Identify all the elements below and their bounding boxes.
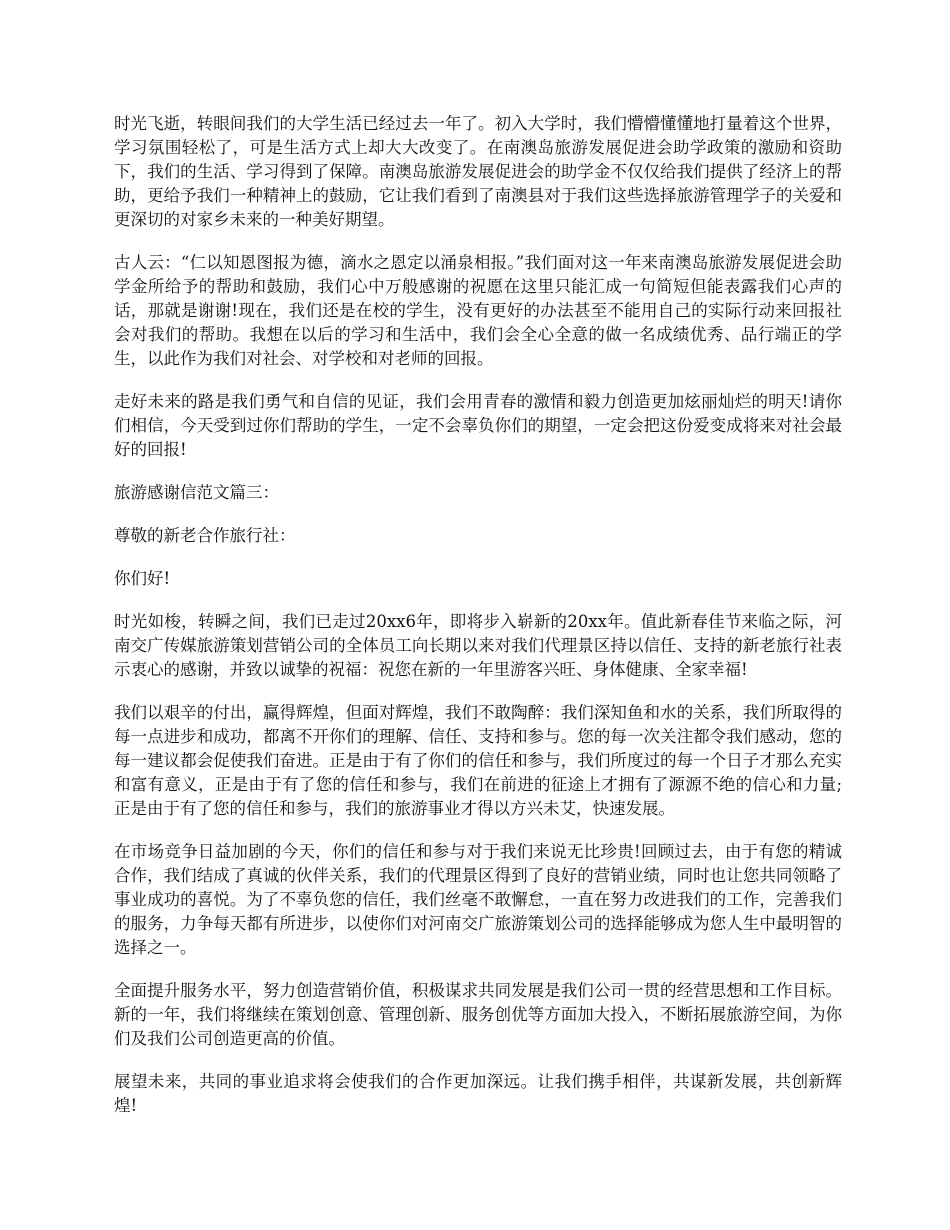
paragraph-2: 古人云：“仁以知恩图报为德，滴水之恩定以涌泉相报。”我们面对这一年来南澳岛旅游发展促进会助学金所给予的帮助和鼓励，我们心中万般感谢的祝愿在这里只能汇成一句简短但能表露我们心声的话，那就是谢谢!现在，我们还是在校的学生，没有更好的办法甚至不能用自己的实际行动来回报社会对我们的帮助。我想在以后的学习和生活中，我们会全心全意的做一名成绩优秀、品行端正的学生，以此作为我们对社会、对学校和对老师的回报。: [114, 253, 842, 368]
paragraph-7: 时光如梭，转瞬之间，我们已走过20xx6年，即将步入崭新的20xx年。值此新春佳节来临之际，河南交广传媒旅游策划营销公司的全体员工向长期以来对我们代理景区持以信任、支持的新老旅行社表示衷心的感谢，并致以诚挚的祝福：祝您在新的一年里游客兴旺、身体健康、全家幸福!: [114, 612, 842, 679]
paragraph-8: 我们以艰辛的付出，赢得辉煌，但面对辉煌，我们不敢陶醉：我们深知鱼和水的关系，我们所取得的每一点进步和成功，都离不开你们的理解、信任、支持和参与。您的每一次关注都令我们感动，您的每一建议都会促使我们奋进。正是由于有了你们的信任和参与，我们所度过的每一个日子才那么充实和富有意义，正是由于有了您的信任和参与，我们在前进的征途上才拥有了源源不绝的信心和力量;正是由于有了您的信任和参与，我们的旅游事业才得以方兴未艾，快速发展。: [114, 703, 842, 818]
greeting: 你们好!: [114, 569, 171, 588]
document-body: [114, 112, 842, 1137]
paragraph-1: 时光飞逝，转眼间我们的大学生活已经过去一年了。初入大学时，我们懵懵懂懂地打量着这个世界，学习氛围轻松了，可是生活方式上却大大改变了。在南澳岛旅游发展促进会助学政策的激励和资助下，我们的生活、学习得到了保障。南澳岛旅游发展促进会的助学金不仅仅给我们提供了经济上的帮助，更给予我们一种精神上的鼓励，它让我们看到了南澳县对于我们这些选择旅游管理学子的关爱和更深切的对家乡未来的一种美好期望。: [114, 114, 842, 229]
paragraph-10: 全面提升服务水平，努力创造营销价值，积极谋求共同发展是我们公司一贯的经营思想和工作目标。新的一年，我们将继续在策划创意、管理创新、服务创优等方面加大投入，不断拓展旅游空间，为你们及我们公司创造更高的价值。: [114, 981, 842, 1048]
section-heading: 旅游感谢信范文篇三：: [114, 483, 279, 502]
paragraph-9: 在市场竞争日益加剧的今天，你们的信任和参与对于我们来说无比珍贵!回顾过去，由于有您的精诚合作，我们结成了真诚的伙伴关系，我们的代理景区得到了良好的营销业绩，同时也让您共同领略了事业成功的喜悦。为了不辜负您的信任，我们丝毫不敢懈怠，一直在努力改进我们的工作，完善我们的服务，力争每天都有所进步，以使你们对河南交广旅游策划公司的选择能够成为您人生中最明智的选择之一。: [114, 842, 842, 957]
salutation: 尊敬的新老合作旅行社：: [114, 526, 296, 545]
paragraph-11: 展望未来，共同的事业追求将会使我们的合作更加深远。让我们携手相伴，共谋新发展，共创新辉煌!: [114, 1072, 842, 1115]
paragraph-3: 走好未来的路是我们勇气和自信的见证，我们会用青春的激情和毅力创造更加炫丽灿烂的明天!请你们相信，今天受到过你们帮助的学生，一定不会辜负你们的期望，一定会把这份爱变成将来对社会最好的回报!: [114, 392, 842, 459]
